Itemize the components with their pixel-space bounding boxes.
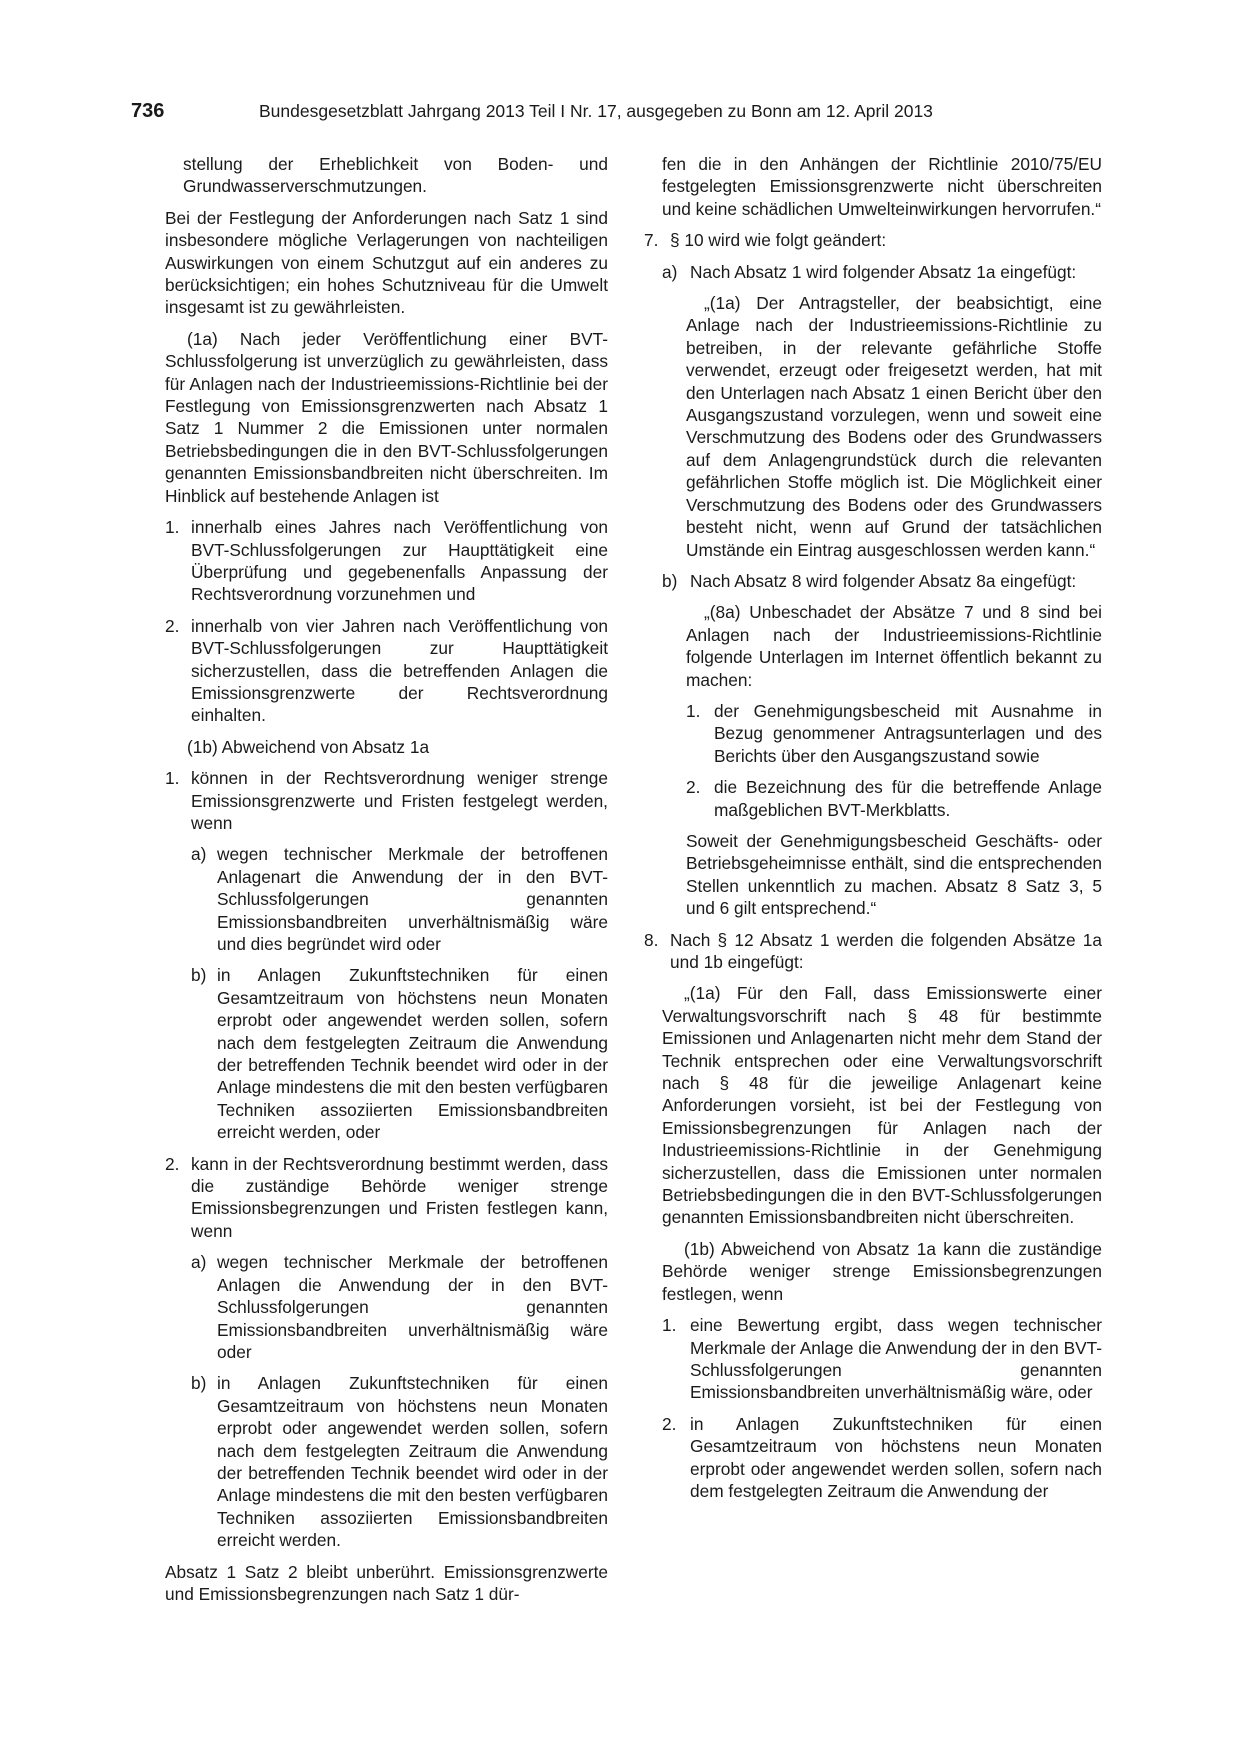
- list-text: der Genehmigungsbescheid mit Ausnahme in Bezug genommener Antragsunterlagen und des Berichts über den Ausgangszustand sowie: [714, 700, 1102, 766]
- paragraph: stellung der Erheblichkeit von Boden- und Grundwasserverschmutzungen.: [183, 154, 608, 197]
- list-number: 2.: [165, 1153, 180, 1174]
- list-number: a): [191, 844, 207, 865]
- list-item: [165, 767, 608, 834]
- list-text: können in der Rechtsverordnung weniger strenge Emissionsgrenzwerte und Fristen festgelegt werden, wenn: [191, 768, 608, 833]
- paragraph: (1a) Nach jeder Veröffentlichung einer BVT-Schlussfolgerung ist unverzüglich zu gewährleisten, dass für Anlagen nach der Industrieemissions-Richtlinie bei der Festlegung von Emissionsgrenzwerten nach Absatz 1 Satz 1 Nummer 2 die Emissionen unter normalen Betriebsbedingungen die in den BVT-Schlussfolgerungen genannten Emissionsbandbreiten nicht überschreiten. Im Hinblick auf bestehende Anlagen ist: [165, 328, 608, 506]
- sub-list-item: [191, 964, 608, 1143]
- list-text: innerhalb eines Jahres nach Veröffentlichung von BVT-Schlussfolgerungen zur Haupttätigkeit eine Überprüfung und gegebenenfalls Anpassung der Rechtsverordnung vorzunehmen und: [191, 517, 608, 605]
- list-item: [644, 929, 1102, 974]
- quoted-paragraph: „(1a) Für den Fall, dass Emissionswerte einer Verwaltungsvorschrift nach § 48 für bestimmte Emissionen und Anlagenarten nicht mehr dem Stand der Technik entsprechen oder eine Verwaltungsvorschrift nach § 48 für die jeweilige Anlagenart keine Anforderungen vorsieht, ist bei der Festlegung von Emissionsbegrenzungen für Anlagen nach der Industrieemissions-Richtlinie in der Genehmigung sicherzustellen, dass die Emissionen unter normalen Betriebsbedingungen die in den BVT-Schlussfolgerungen genannten Emissionsbandbreiten nicht überschreiten.: [662, 983, 1102, 1228]
- sub-list-item: [686, 776, 1102, 821]
- list-item: [165, 516, 608, 606]
- sub-list-item: [686, 700, 1102, 767]
- list-text: Nach § 12 Absatz 1 werden die folgenden Absätze 1a und 1b eingefügt:: [670, 929, 1102, 972]
- list-number: 7.: [644, 230, 659, 251]
- right-column: [644, 153, 1102, 1511]
- quoted-paragraph: „(1a) Der Antragsteller, der beabsichtigt, eine Anlage nach der Industrieemissions-Richtlinie zu betreiben, in der relevante gefährliche Stoffe verwendet, erzeugt oder freigesetzt werden, hat mit den Unterlagen nach Absatz 1 einen Bericht über den Ausgangszustand vorzulegen, wenn und soweit eine Verschmutzung des Bodens oder des Grundwassers auf dem Anlagengrundstück durch die relevanten gefährlichen Stoffe möglich ist. Die Möglichkeit einer Verschmutzung des Bodens oder des Grundwassers besteht nicht, wenn auf Grund der tatsächlichen Umstände ein Eintrag ausgeschlossen werden kann.“: [686, 293, 1102, 560]
- list-text: in Anlagen Zukunftstechniken für einen Gesamtzeitraum von höchstens neun Monaten erprobt oder angewendet werden sollen, sofern nach dem festgelegten Zeitraum die Anwendung der betreffenden Technik beendet wird oder in der Anlage mindestens die mit den besten verfügbaren Techniken assoziierten Emissionsbandbreiten erreicht werden, oder: [217, 965, 608, 1143]
- list-text: wegen technischer Merkmale der betroffenen Anlagen die Anwendung der in den BVT-Schlussfolgerungen genannten Emissionsbandbreiten unverhältnismäßig wäre oder: [217, 1252, 608, 1362]
- sub-list-item: [662, 570, 1102, 592]
- paragraph: Soweit der Genehmigungsbescheid Geschäfts- oder Betriebsgeheimnisse enthält, sind die entsprechenden Stellen unkenntlich zu machen. Absatz 8 Satz 3, 5 und 6 gilt entsprechend.“: [686, 830, 1102, 919]
- list-number: 2.: [662, 1413, 677, 1434]
- paragraph: (1b) Abweichend von Absatz 1a: [187, 736, 430, 757]
- list-number: 2.: [686, 777, 701, 798]
- list-item: [662, 1314, 1102, 1404]
- list-number: a): [662, 261, 678, 282]
- list-number: a): [191, 1252, 207, 1273]
- list-text: wegen technischer Merkmale der betroffenen Anlagenart die Anwendung der in den BVT-Schlussfolgerungen genannten Emissionsbandbreiten unverhältnismäßig wäre und dies begründet wird oder: [217, 844, 608, 954]
- list-item: [662, 1413, 1102, 1503]
- page-header: [131, 100, 1111, 128]
- list-text: in Anlagen Zukunftstechniken für einen Gesamtzeitraum von höchstens neun Monaten erprobt oder angewendet werden sollen, sofern nach dem festgelegten Zeitraum die Anwendung der betreffenden Technik beendet wird oder in der Anlage mindestens die mit den besten verfügbaren Techniken assoziierten Emissionsbandbreiten erreicht werden.: [217, 1373, 608, 1551]
- left-column: [165, 153, 608, 1614]
- sub-list-item: [191, 1251, 608, 1363]
- page-number: 736: [131, 100, 165, 122]
- list-number: b): [191, 965, 207, 986]
- list-text: in Anlagen Zukunftstechniken für einen Gesamtzeitraum von höchstens neun Monaten erprobt oder angewendet werden sollen, sofern nach dem festgelegten Zeitraum die Anwendung der: [690, 1413, 1102, 1501]
- list-text: § 10 wird wie folgt geändert:: [670, 230, 887, 251]
- list-text: Nach Absatz 8 wird folgender Absatz 8a eingefügt:: [690, 570, 1077, 591]
- list-text: Nach Absatz 1 wird folgender Absatz 1a eingefügt:: [690, 261, 1077, 282]
- list-number: 1.: [165, 768, 180, 789]
- sub-list-item: [662, 261, 1102, 283]
- paragraph: fen die in den Anhängen der Richtlinie 2010/75/EU festgelegten Emissionsgrenzwerte nicht überschreiten und keine schädlichen Umwelteinwirkungen hervorrufen.“: [662, 154, 1102, 219]
- list-number: 1.: [686, 700, 701, 721]
- sub-list-item: [191, 1372, 608, 1551]
- list-text: innerhalb von vier Jahren nach Veröffentlichung von BVT-Schlussfolgerungen zur Haupttätigkeit sicherzustellen, dass die betreffenden Anlagen die Emissionsgrenzwerte der Rechtsverordnung einhalten.: [191, 615, 608, 726]
- list-number: 1.: [165, 517, 180, 538]
- list-text: die Bezeichnung des für die betreffende Anlage maßgeblichen BVT-Merkblatts.: [714, 777, 1102, 820]
- list-text: kann in der Rechtsverordnung bestimmt werden, dass die zuständige Behörde weniger strenge Emissionsbegrenzungen und Fristen festlegen kann, wenn: [191, 1153, 608, 1241]
- list-text: eine Bewertung ergibt, dass wegen technischer Merkmale der Anlage die Anwendung der in den BVT-Schlussfolgerungen genannten Emissionsbandbreiten unverhältnismäßig wäre, oder: [690, 1315, 1102, 1403]
- list-number: 8.: [644, 929, 659, 950]
- sub-list-item: [191, 843, 608, 955]
- paragraph: Bei der Festlegung der Anforderungen nach Satz 1 sind insbesondere mögliche Verlagerungen von nachteiligen Auswirkungen von einem Schutzgut auf ein anderes zu berücksichtigen; ein hohes Schutzniveau für die Umwelt insgesamt ist zu gewährleisten.: [165, 207, 608, 318]
- paragraph: Absatz 1 Satz 2 bleibt unberührt. Emissionsgrenzwerte und Emissionsbegrenzungen nach Satz 1 dür-: [165, 1561, 608, 1604]
- list-item: [165, 1153, 608, 1243]
- list-number: b): [662, 570, 678, 591]
- running-title: Bundesgesetzblatt Jahrgang 2013 Teil I Nr. 17, ausgegeben zu Bonn am 12. April 2013: [259, 101, 933, 121]
- list-number: 1.: [662, 1315, 677, 1336]
- list-number: b): [191, 1373, 207, 1394]
- quoted-paragraph: „(8a) Unbeschadet der Absätze 7 und 8 sind bei Anlagen nach der Industrieemissions-Richtlinie folgende Unterlagen im Internet öffentlich bekannt zu machen:: [686, 602, 1102, 690]
- list-item: [165, 615, 608, 727]
- list-item: [644, 229, 1102, 251]
- quoted-paragraph: (1b) Abweichend von Absatz 1a kann die zuständige Behörde weniger strenge Emissionsbegrenzungen festlegen, wenn: [662, 1238, 1102, 1304]
- list-number: 2.: [165, 615, 180, 636]
